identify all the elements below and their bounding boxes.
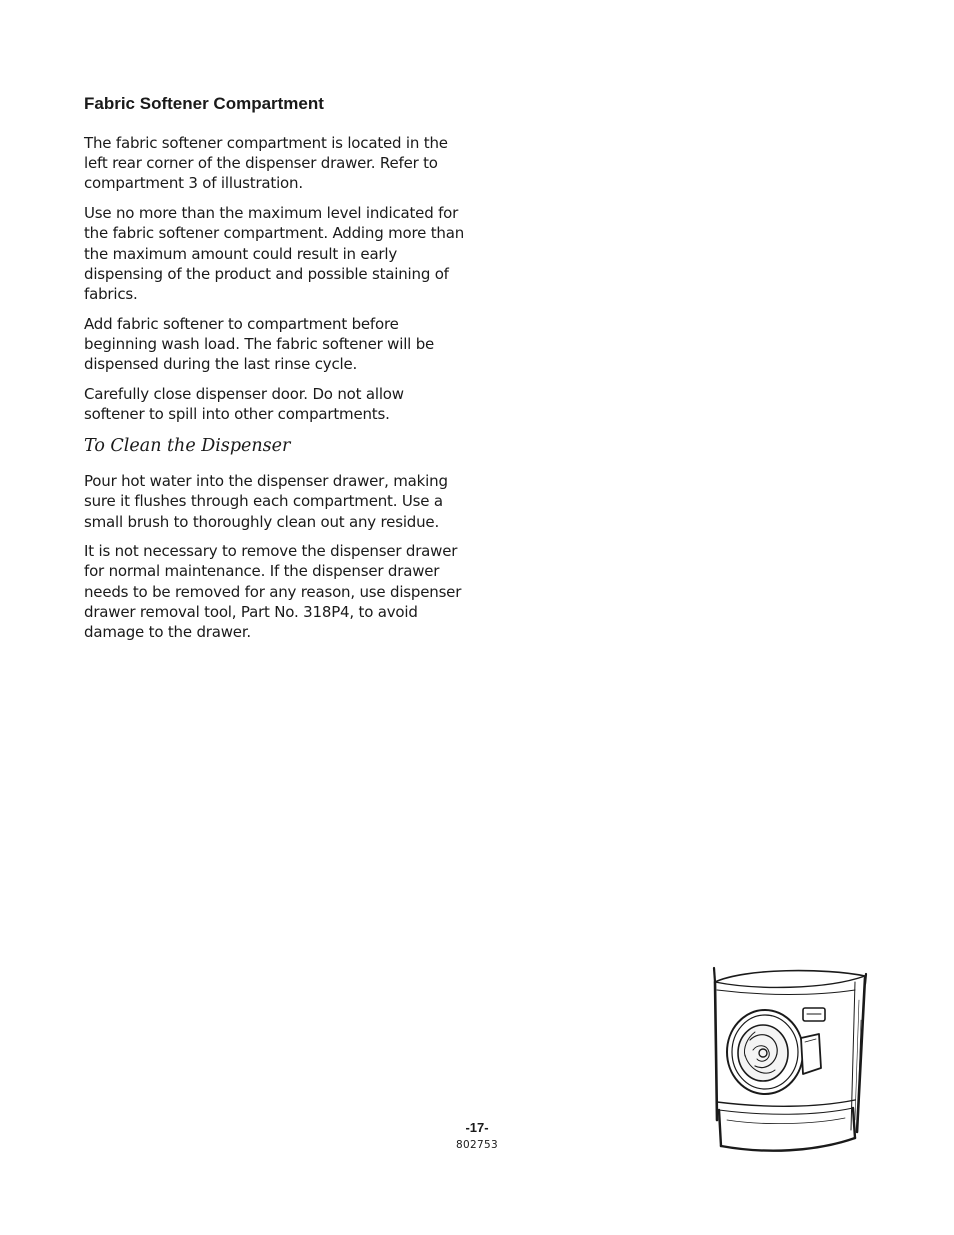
page-number: -17- xyxy=(465,1120,489,1135)
paragraph-clean-water: Pour hot water into the dispenser drawer, making sure it flushes through each compartment. Use a small brush to thoroughly clean out any residue. xyxy=(84,472,448,531)
paragraph-removal: It is not necessary to remove the dispenser drawer for normal maintenance. If the dispenser drawer needs to be removed for any reason, use dispenser drawer removal tool, Part No. 318P4, to avoid damage to the drawer. xyxy=(84,542,462,642)
section-heading: Fabric Softener Compartment xyxy=(84,94,324,113)
paragraph-close-door: Carefully close dispenser door. Do not allow softener to spill into other compartments. xyxy=(84,384,404,423)
document-code: 802753 xyxy=(456,1139,498,1151)
subsection-heading: To Clean the Dispenser xyxy=(84,436,291,457)
paragraph-max-level: Use no more than the maximum level indicated for the fabric softener compartment. Adding more than the maximum amount could result in early dispensing of the product and possible staining of fabrics. xyxy=(84,204,464,303)
front-load-washer-icon xyxy=(705,960,875,1160)
paragraph-location: The fabric softener compartment is located in the left rear corner of the dispenser drawer. Refer to compartment 3 of illustration. xyxy=(84,134,448,193)
main-text-column xyxy=(84,92,464,652)
paragraph-add-softener: Add fabric softener to compartment before beginning wash load. The fabric softener will be dispensed during the last rinse cycle. xyxy=(84,314,435,374)
